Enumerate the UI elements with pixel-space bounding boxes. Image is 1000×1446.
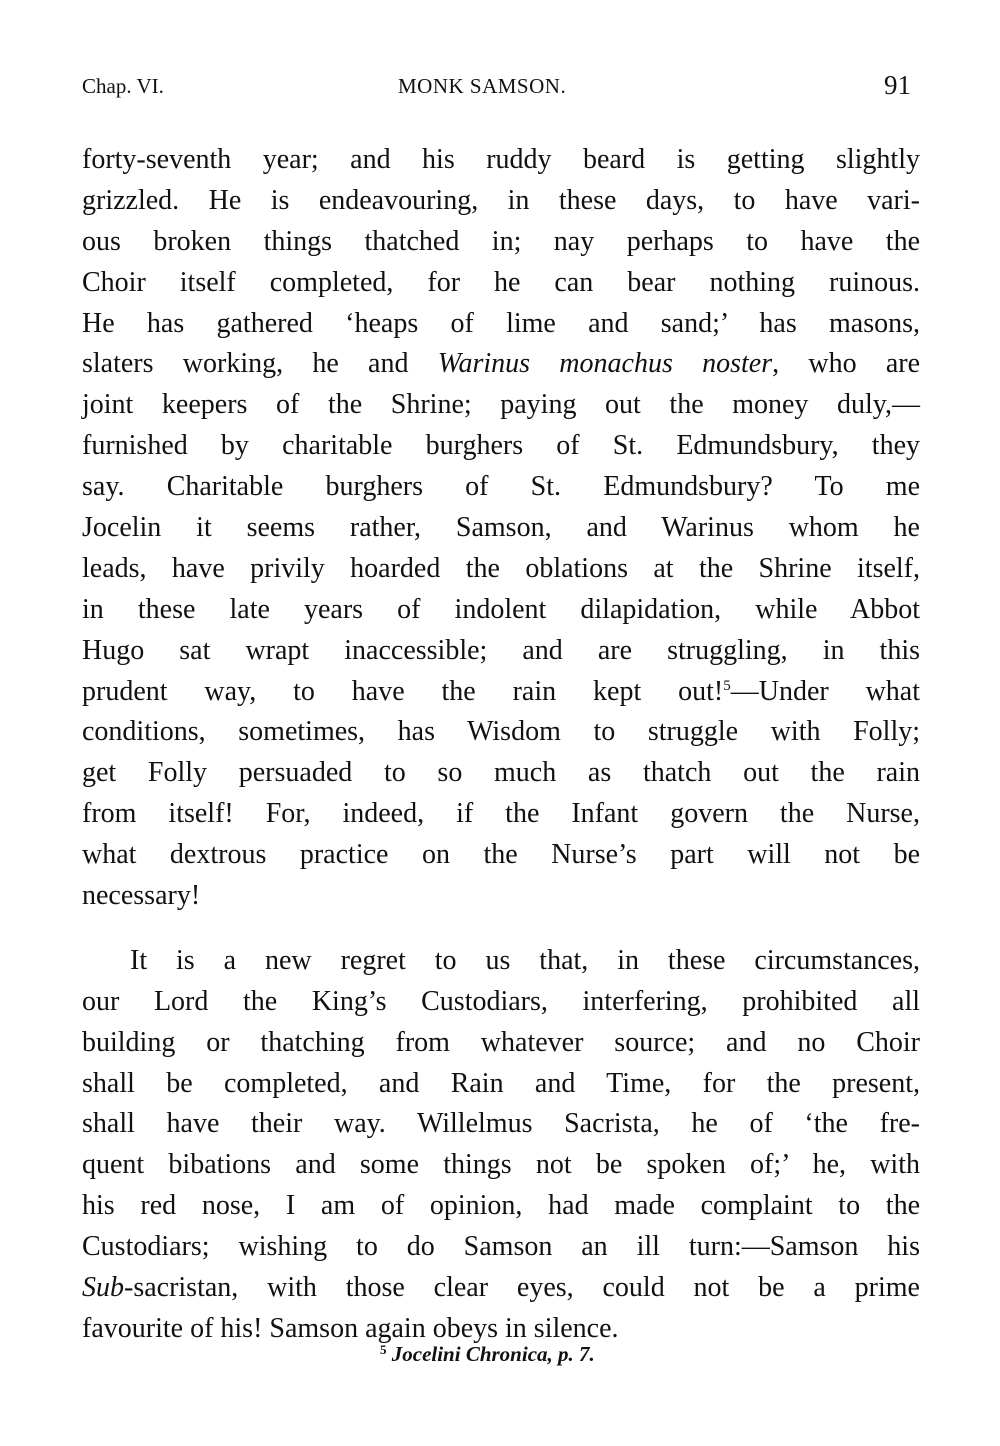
- text-line: [82, 304, 920, 345]
- text-line: [82, 1268, 920, 1309]
- text-segment: Hugo sat wrapt inaccessible; and are struggling, in this: [82, 634, 920, 666]
- text-segment: furnished by charitable burghers of St. Edmundsbury, they: [82, 430, 920, 462]
- text-segment: —Under what: [730, 675, 920, 707]
- text-line: [82, 590, 920, 631]
- text-segment: favourite of his! Samson again obeys in silence.: [82, 1312, 619, 1344]
- text-segment: ous broken things thatched in; nay perhaps to have the: [82, 225, 920, 257]
- text-line: [82, 712, 920, 753]
- footnote: [380, 1342, 595, 1367]
- text-line: [82, 467, 920, 508]
- text-line: [82, 344, 920, 385]
- text-line: [82, 982, 920, 1023]
- text-segment: slaters working, he and: [82, 348, 438, 380]
- text-line: [82, 1186, 920, 1227]
- text-segment: conditions, sometimes, has Wisdom to struggle with Folly;: [82, 716, 920, 748]
- text-segment: necessary!: [82, 880, 201, 912]
- italic-text: Warinus monachus noster: [437, 348, 773, 380]
- text-segment: -sacristan, with those clear eyes, could not be a prime: [124, 1272, 920, 1304]
- text-segment: He has gathered ‘heaps of lime and sand;’ has masons,: [82, 307, 920, 339]
- text-line: [82, 385, 920, 426]
- text-segment: It is a new regret to us that, in these circumstances,: [130, 944, 920, 976]
- text-segment: say. Charitable burghers of St. Edmundsbury? To me: [82, 471, 920, 503]
- text-segment: shall be completed, and Rain and Time, for the present,: [82, 1067, 920, 1099]
- text-line: [82, 631, 920, 672]
- text-line: [82, 794, 920, 835]
- text-segment: get Folly persuaded to so much as thatch out the rain: [82, 757, 920, 789]
- text-segment: , who are: [772, 348, 920, 380]
- text-line: [82, 1064, 920, 1105]
- text-segment: building or thatching from whatever source; and no Choir: [82, 1026, 920, 1058]
- text-line: [82, 1227, 920, 1268]
- text-line: [82, 263, 920, 304]
- text-line: [82, 876, 920, 917]
- text-segment: Choir itself completed, for he can bear nothing ruinous.: [82, 266, 920, 298]
- text-segment: prudent way, to have the rain kept out!: [82, 675, 724, 707]
- text-line: [82, 508, 920, 549]
- text-line: [82, 1023, 920, 1064]
- text-line: [82, 941, 920, 982]
- text-line: [82, 140, 920, 181]
- text-segment: Jocelin it seems rather, Samson, and Warinus whom he: [82, 512, 920, 544]
- text-segment: what dextrous practice on the Nurse’s part will not be: [82, 839, 920, 871]
- text-segment: grizzled. He is endeavouring, in these days, to have vari-: [82, 184, 920, 216]
- text-segment: quent bibations and some things not be spoken of;’ he, with: [82, 1149, 920, 1181]
- text-line: [82, 835, 920, 876]
- page-number: 91: [884, 70, 911, 100]
- text-line: [82, 672, 920, 713]
- text-segment: leads, have privily hoarded the oblations at the Shrine itself,: [82, 552, 920, 584]
- running-head-chapter: Chap. VI.: [82, 74, 164, 98]
- text-line: [82, 426, 920, 467]
- text-segment: his red nose, I am of opinion, had made complaint to the: [82, 1190, 920, 1222]
- text-line: [82, 549, 920, 590]
- footnote-reference: 5: [723, 677, 731, 694]
- text-line: [82, 1104, 920, 1145]
- text-segment: Custodiars; wishing to do Samson an ill turn:—Samson his: [82, 1231, 920, 1263]
- text-line: [82, 222, 920, 263]
- footnote-marker: 5: [380, 1342, 387, 1357]
- text-line: [82, 753, 920, 794]
- running-head-title: MONK SAMSON.: [398, 74, 567, 98]
- text-segment: joint keepers of the Shrine; paying out the money duly,—: [82, 389, 920, 421]
- text-line: [82, 181, 920, 222]
- text-segment: in these late years of indolent dilapidation, while Abbot: [82, 593, 920, 625]
- body-text: [82, 140, 920, 1350]
- italic-text: Sub: [82, 1272, 124, 1304]
- text-line: [82, 1145, 920, 1186]
- text-segment: from itself! For, indeed, if the Infant govern the Nurse,: [82, 798, 920, 830]
- footnote-text: Jocelini Chronica, p. 7.: [391, 1342, 595, 1366]
- text-segment: forty-seventh year; and his ruddy beard is getting slightly: [82, 144, 920, 175]
- text-segment: our Lord the King’s Custodiars, interfering, prohibited all: [82, 985, 920, 1017]
- text-segment: shall have their way. Willelmus Sacrista, he of ‘the fre-: [82, 1108, 920, 1140]
